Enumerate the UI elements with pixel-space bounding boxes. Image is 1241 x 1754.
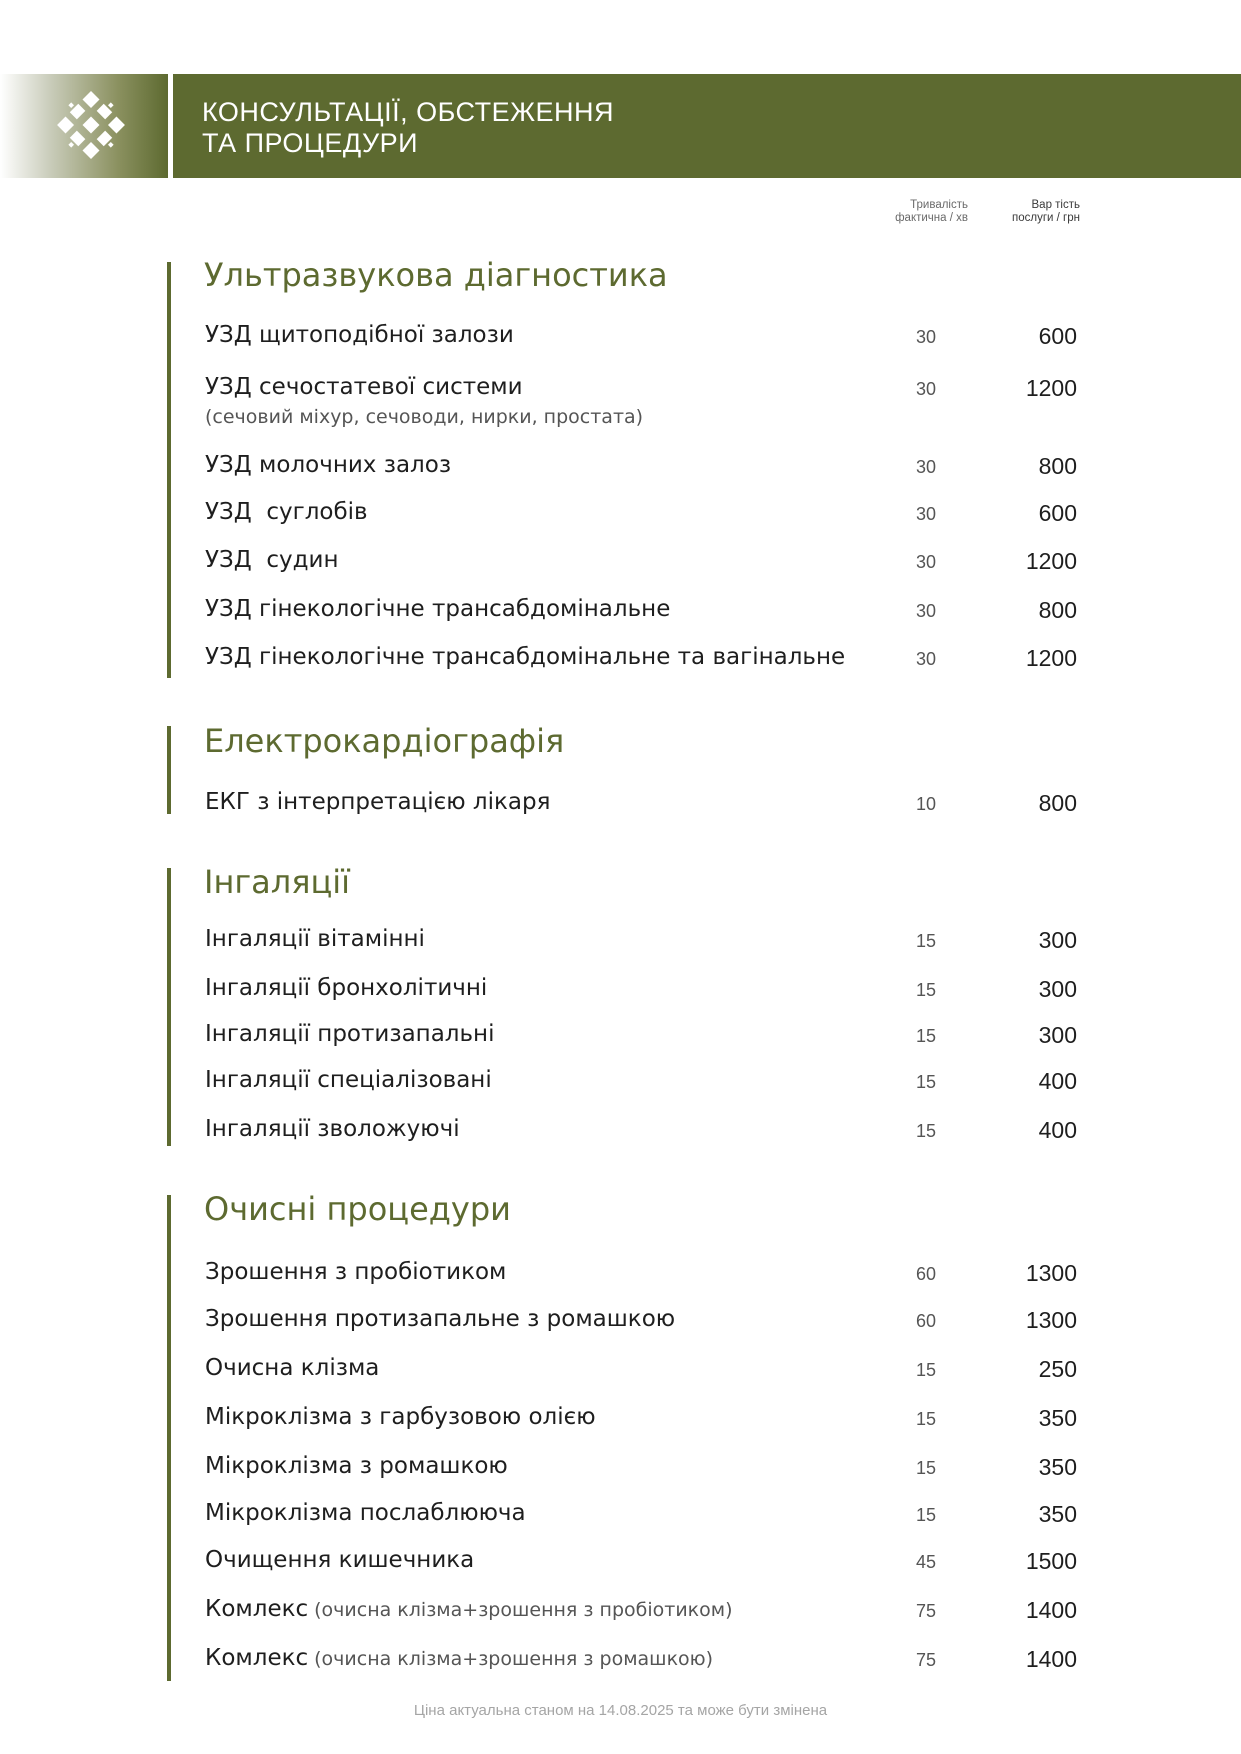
section-title-ultrasound: Ультразвукова діагностика — [204, 256, 668, 294]
service-row — [0, 1547, 1241, 1577]
service-duration: 30 — [915, 649, 937, 669]
service-name-text: Комлекс — [205, 1596, 309, 1622]
service-row — [0, 644, 1241, 674]
service-row — [0, 1355, 1241, 1385]
column-header-price-line-1: Вар тість — [1031, 199, 1080, 211]
service-price: 350 — [1038, 1501, 1077, 1527]
service-price: 800 — [1038, 790, 1077, 816]
service-price: 1200 — [1025, 645, 1077, 671]
service-price: 1500 — [1025, 1548, 1077, 1574]
service-duration: 60 — [915, 1311, 937, 1331]
service-name: УЗД судин — [205, 547, 339, 573]
service-price: 400 — [1038, 1068, 1077, 1094]
service-name: ЕКГ з інтерпретацією лікаря — [205, 789, 551, 815]
service-duration: 30 — [915, 457, 937, 477]
service-name: Інгаляції бронхолітичні — [205, 975, 488, 1001]
service-name: Очисна клізма — [205, 1355, 380, 1381]
section-title-inhalations: Інгаляції — [204, 863, 351, 901]
service-name: УЗД суглобів — [205, 499, 368, 525]
service-name: Очищення кишечника — [205, 1547, 475, 1573]
service-row — [0, 1645, 1241, 1675]
service-duration: 15 — [915, 1458, 937, 1478]
service-price: 400 — [1038, 1117, 1077, 1143]
footer-note: Ціна актуальна станом на 14.08.2025 та може бути змінена — [413, 1702, 828, 1719]
service-name — [205, 1645, 713, 1671]
service-duration: 30 — [915, 601, 937, 621]
service-note: (очисна клізма+зрошення з ромашкою) — [314, 1648, 714, 1670]
service-note: (сечовий міхур, сечоводи, нирки, простата) — [205, 406, 644, 428]
service-price: 1400 — [1025, 1597, 1077, 1623]
service-duration: 15 — [915, 1409, 937, 1429]
service-row — [0, 1453, 1241, 1483]
service-row — [0, 499, 1241, 529]
service-row — [0, 1500, 1241, 1530]
service-row — [0, 374, 1241, 404]
column-header-price-line-2: послуги / грн — [1012, 212, 1080, 224]
section-bar-inhalations — [167, 868, 171, 1146]
service-note: (очисна клізма+зрошення з пробіотиком) — [314, 1599, 733, 1621]
service-duration: 60 — [915, 1264, 937, 1284]
service-price: 800 — [1038, 597, 1077, 623]
service-name: УЗД гінекологічне трансабдомінальне та вагінальне — [205, 644, 846, 670]
service-duration: 15 — [915, 1121, 937, 1141]
service-price: 350 — [1038, 1405, 1077, 1431]
service-price: 300 — [1038, 1022, 1077, 1048]
column-header-price — [975, 199, 1080, 225]
service-row — [0, 789, 1241, 819]
service-name: Інгаляції зволожуючі — [205, 1116, 460, 1142]
service-name: УЗД щитоподібної залози — [205, 322, 514, 348]
ornament-logo-icon — [48, 82, 134, 168]
service-row — [0, 1116, 1241, 1146]
service-duration: 45 — [915, 1552, 937, 1572]
service-row — [0, 452, 1241, 482]
service-name: Інгаляції протизапальні — [205, 1021, 495, 1047]
service-name: Інгаляції вітамінні — [205, 926, 425, 952]
service-name: УЗД молочних залоз — [205, 452, 452, 478]
service-price: 1400 — [1025, 1646, 1077, 1672]
service-name: Мікроклізма з гарбузовою олією — [205, 1404, 596, 1430]
service-duration: 30 — [915, 379, 937, 399]
service-duration: 75 — [915, 1650, 937, 1670]
service-price: 1200 — [1025, 375, 1077, 401]
service-name — [205, 1596, 733, 1622]
service-duration: 15 — [915, 1505, 937, 1525]
page-title — [202, 97, 902, 159]
service-duration: 15 — [915, 1026, 937, 1046]
page-title-line-2: ТА ПРОЦЕДУРИ — [202, 128, 419, 158]
service-name: Зрошення з пробіотиком — [205, 1259, 507, 1285]
service-name: Мікроклізма з ромашкою — [205, 1453, 508, 1479]
service-duration: 15 — [915, 931, 937, 951]
service-row — [0, 1259, 1241, 1289]
service-price: 350 — [1038, 1454, 1077, 1480]
service-row — [0, 1596, 1241, 1626]
service-duration: 15 — [915, 1072, 937, 1092]
service-row — [0, 322, 1241, 352]
service-price: 600 — [1038, 323, 1077, 349]
column-header-duration-line-1: Тривалість — [910, 199, 968, 211]
service-row — [0, 1404, 1241, 1434]
service-row — [0, 1067, 1241, 1097]
service-duration: 15 — [915, 980, 937, 1000]
service-price: 250 — [1038, 1356, 1077, 1382]
service-price: 800 — [1038, 453, 1077, 479]
service-name: Інгаляції спеціалізовані — [205, 1067, 492, 1093]
page-title-line-1: КОНСУЛЬТАЦІЇ, ОБСТЕЖЕННЯ — [202, 97, 615, 127]
service-row — [0, 1021, 1241, 1051]
service-price: 1300 — [1025, 1260, 1077, 1286]
service-duration: 10 — [915, 794, 937, 814]
service-name-text: Комлекс — [205, 1645, 309, 1671]
service-row — [0, 596, 1241, 626]
service-price: 300 — [1038, 976, 1077, 1002]
service-price: 1300 — [1025, 1307, 1077, 1333]
service-name: УЗД гінекологічне трансабдомінальне — [205, 596, 671, 622]
service-duration: 30 — [915, 327, 937, 347]
service-duration: 30 — [915, 504, 937, 524]
service-name: УЗД сечостатевої системи — [205, 374, 523, 400]
section-title-cleansing: Очисні процедури — [204, 1190, 511, 1228]
service-row — [0, 975, 1241, 1005]
service-price: 600 — [1038, 500, 1077, 526]
service-row — [0, 547, 1241, 577]
service-price: 1200 — [1025, 548, 1077, 574]
service-row — [0, 926, 1241, 956]
column-header-duration — [850, 199, 968, 225]
service-name: Зрошення протизапальне з ромашкою — [205, 1306, 676, 1332]
service-price: 300 — [1038, 927, 1077, 953]
service-row — [0, 1306, 1241, 1336]
service-duration: 30 — [915, 552, 937, 572]
service-duration: 15 — [915, 1360, 937, 1380]
section-title-ecg: Електрокардіографія — [204, 722, 565, 760]
service-duration: 75 — [915, 1601, 937, 1621]
service-name: Мікроклізма послаблююча — [205, 1500, 526, 1526]
column-header-duration-line-2: фактична / хв — [895, 212, 968, 224]
